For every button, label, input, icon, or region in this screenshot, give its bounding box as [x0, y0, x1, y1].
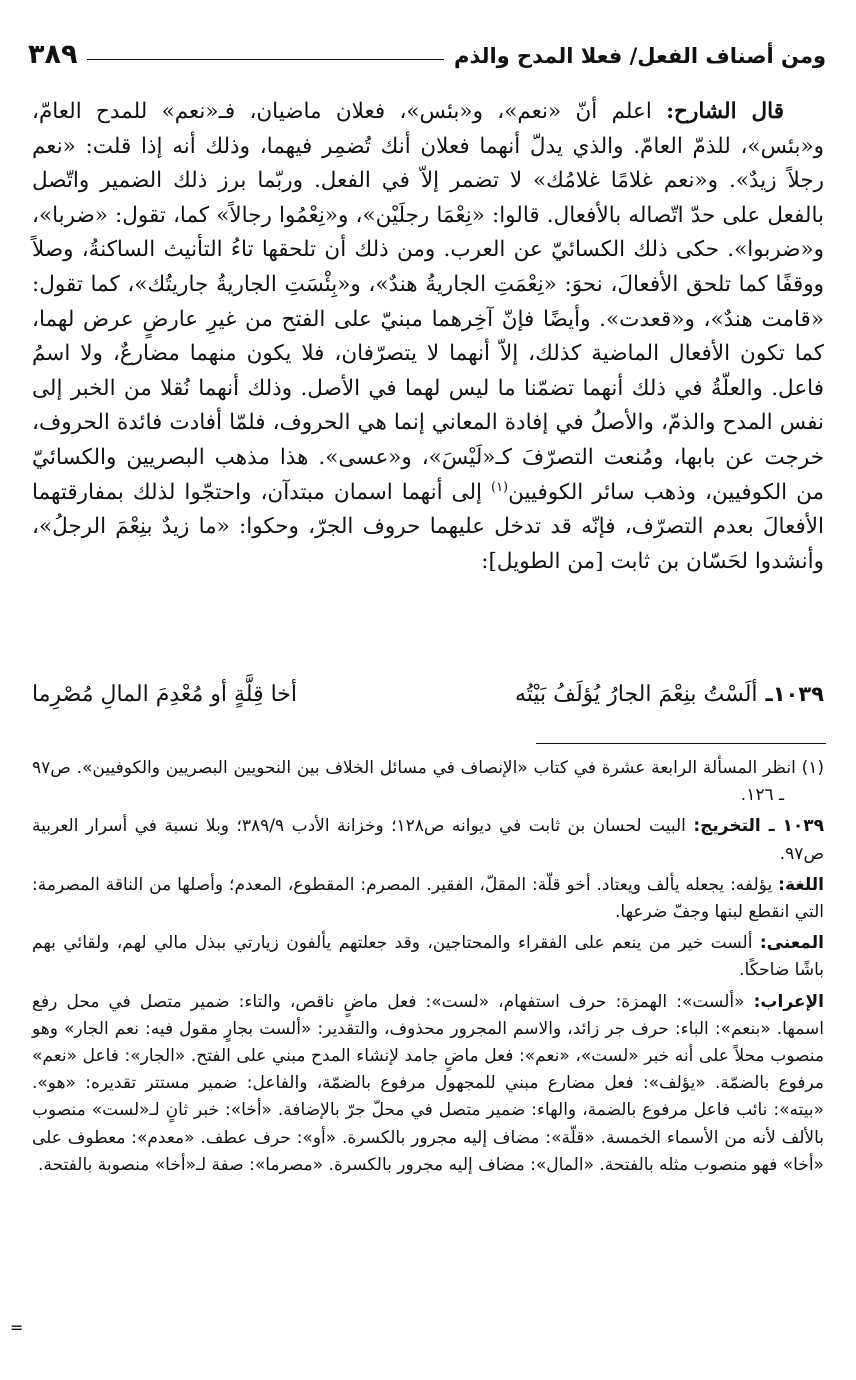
page-number: ٣٨٩	[28, 39, 78, 70]
main-text	[32, 95, 824, 579]
commentary-paragraph	[32, 95, 824, 579]
paragraph-text: اعلم أنّ «نعم»، و«بئس»، فعلان ماضيان، فـ«نعم» للمدح العامّ، و«بئس»، للذمّ العامّ. والذي يدلّ أنهما فعلان أنك تُضمِر فيهما، وذلك أنه إذا قلت: «نعم رجلاً زيدٌ». و«نعم غلامًا غلامُك» لا تضمر إلاّ في الفعل. وربّما برز ذلك الضمير واتّصل بالفعل على حدّ اتّصاله بالأفعال. قالوا: «نِعْمَا رجلَيْن»، و«نِعْمُوا رجالاً» كما، تقول: «ضربا»، و«ضربوا». حكى ذلك الكسائيّ عن العرب. ومن ذلك أن تلحقها تاءُ التأنيث الساكنةُ، وصلاً ووقفًا كما تلحق الأفعالَ، نحوَ: «نِعْمَتِ الجاريةُ هندٌ»، و«بِئْسَتِ الجاريةُ جاريتُك»، كما تقول: «قامت هندٌ»، و«قعدت». وأيضًا فإنّ آخِرهما مبنيّ على الفتح من غيرِ عارضٍ عرض لهما، كما تكون الأفعال الماضية كذلك، إلاّ أنهما لا يتصرّفان، فلا يكون منهما مضارعٌ، ولا اسمُ فاعل. والعلّةُ في ذلك أنهما تضمّنا ما ليس لهما في الأصل. وذلك أنهما نُقلا من الخبر إلى نفس المدح والذمّ، والأصلُ في إفادة المعاني إنما هي الحروف، فلمّا أفادت فائدة الحروف، خرجت عن بابها، ومُنعت التصرّفَ كـ«لَيْسَ»، و«عسى». هذا مذهب البصريين والكسائيّ من الكوفيين، وذهب سائر الكوفيين	[32, 99, 824, 505]
takhrij-note	[32, 813, 824, 867]
lugha-note	[32, 872, 824, 926]
paragraph-text-continued: إلى أنهما اسمان مبتدآن، واحتجّوا لذلك بمفارقتهما الأفعالَ بعدم التصرّف، فإنّه قد تدخل عليهما حروف الجرّ، وحكوا: «ما زيدٌ بنِعْمَ الرجلُ»، وأنشدوا لحَسّان بن ثابت [من الطويل]:	[32, 479, 824, 574]
first-hemistich: ألَسْتُ بنِعْمَ الجارُ يُؤلَفُ بَيْتُه	[514, 681, 758, 707]
commentator-lead: قال الشارح:	[666, 99, 784, 124]
verse-number: ١٠٣٩ـ	[765, 682, 824, 706]
irab-note	[32, 989, 824, 1179]
running-title: ومن أصناف الفعل/ فعلا المدح والذم	[454, 43, 826, 68]
maana-label: المعنى:	[759, 933, 824, 954]
maana-note	[32, 930, 824, 984]
second-hemistich: أخا قِلَّةٍ أو مُعْدِمَ المالِ مُصْرِما	[32, 681, 297, 707]
poetry-verse	[32, 672, 824, 716]
continuation-mark: =	[10, 1318, 24, 1337]
footnote-reference[interactable]: (١)	[490, 479, 509, 495]
takhrij-text: البيت لحسان بن ثابت في ديوانه ص١٢٨؛ وخزانة الأدب ٣٨٩/٩؛ وبلا نسبة في أسرار العربية ص٩٧.	[32, 816, 824, 864]
footnote-divider	[536, 743, 826, 744]
page-header	[28, 28, 826, 68]
irab-label: الإعراب:	[753, 991, 824, 1012]
lugha-text: يؤلفه: يجعله يألف ويعتاد. أخو قلّة: المقلّ، الفقير. المصرم: المقطوع، المعدم؛ وأصلها من الناقة المصرمة: التي انقطع لبنها وجفّ ضرعها.	[32, 874, 824, 923]
footnote-1: (١) انظر المسألة الرابعة عشرة في كتاب «الإنصاف في مسائل الخلاف بين النحويين البصريين والكوفيين». ص٩٧ ـ ١٢٦.	[32, 758, 824, 806]
lugha-label: اللغة:	[778, 874, 824, 895]
header-rule	[87, 59, 444, 60]
takhrij-label: ١٠٣٩ ـ التخريج:	[693, 816, 824, 837]
footnotes	[32, 755, 824, 1183]
irab-text: «ألست»: الهمزة: حرف استفهام، «لست»: فعل ماضٍ ناقص، والتاء: ضمير متصل في محل رفع اسمها. «بنعم»: الباء: حرف جر زائد، والاسم المجرور محذوف، والتقدير: «ألست بجارٍ مقول فيه: نعم الجار» وهو منصوب محلاً على أنه خبر «لست»، «نعم»: فعل ماضٍ جامد لإنشاء المدح مبني على الفتح. «الجار»: فاعل «نعم» مرفوع بالضمّة. «يؤلف»: فعل مضارع مبني للمجهول مرفوع بالضمّة، والفاعل: ضمير مستتر تقديره: «هو». «بيته»: نائب فاعل مرفوع بالضمة، والهاء: ضمير متصل في محلّ جرّ بالإضافة. «أخا»: خبر ثانٍ لـ«لست» منصوب بالألف لأنه من الأسماء الخمسة. «قلّة»: مضاف إليه مجرور بالكسرة. «أو»: حرف عطف. «معدم»: معطوف على «أخا» فهو منصوب مثله بالفتحة. «المال»: مضاف إليه مجرور بالكسرة. «مصرما»: صفة لـ«أخا» منصوبة بالفتحة.	[32, 991, 824, 1175]
maana-text: ألست خير من ينعم على الفقراء والمحتاجين، وقد جعلتهم يألفون زيارتي ببذل مالي لهم، ولقائي بهم باشًا ضاحكًا.	[32, 933, 824, 981]
